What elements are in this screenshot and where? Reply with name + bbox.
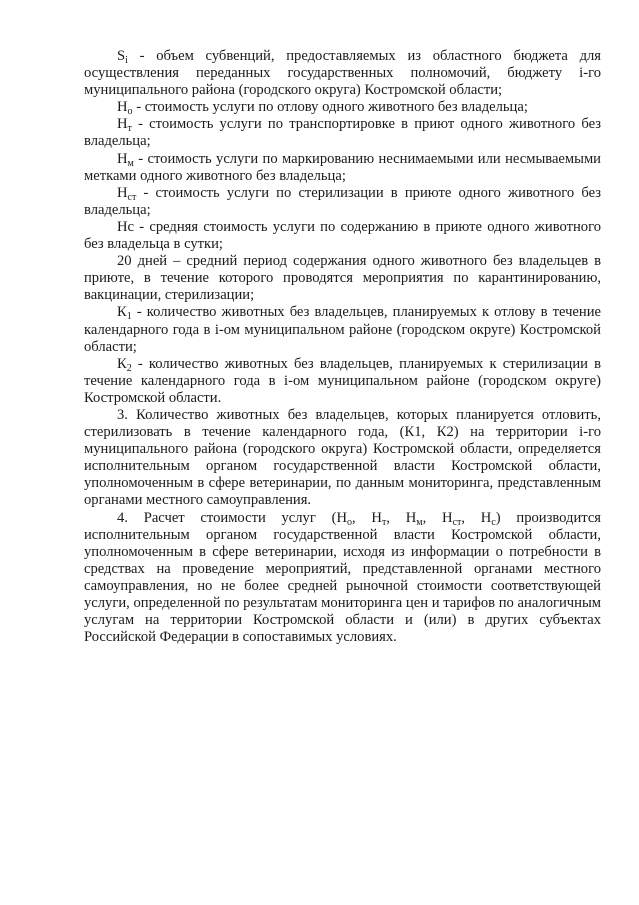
symbol: Н (117, 116, 128, 133)
symbol: К (117, 304, 127, 321)
definition-text: - стоимость услуги по маркированию неснимаемыми или несмываемыми метками одного животного без владельца; (84, 150, 601, 184)
symbol: К (117, 355, 127, 372)
definition-text: - объем субвенций, предоставляемых из областного бюджета для осуществления переданных государственных полномочий, бюджету i-го муниципального района (городского округа) Костромской области; (84, 48, 601, 99)
symbol-subscript: 2 (126, 362, 132, 374)
clause-text: ) производится исполнительным органом государственной власти Костромской области, уполномоченным в сфере ветеринарии, исходя из информации о потребности в средствах на проведение мероприятий, представленной органами местного самоуправления, но не более средней рыночной стоимости соответствующей услуги, определенной по результатам мониторинга цен и тарифов по аналогичным услугам на территории Костромской области и (или) в других субъектах Российской Федерации в сопоставимых условиях. (84, 509, 602, 646)
definition-k1 (84, 304, 601, 355)
symbol: S (117, 48, 126, 64)
symbol-subscript: ст (452, 516, 462, 528)
definition-text: 20 дней – средний период содержания одного животного без владельцев в приюте, в течение которого проводятся мероприятия по карантинированию, вакцинации, стерилизации; (84, 253, 601, 304)
clause-3 (84, 407, 601, 510)
definition-h-o (84, 99, 601, 116)
definition-k2 (84, 356, 601, 407)
clause-text: , Н (386, 509, 417, 526)
symbol-subscript: 1 (126, 311, 132, 323)
clause-text: , Н (422, 509, 453, 526)
definition-text: - стоимость услуги по транспортировке в приют одного животного без владельца; (84, 116, 601, 150)
definition-text: - количество животных без владельцев, планируемых к стерилизации в течение календарного года в i-ом муниципальном районе (городском округе) Костромской области. (84, 355, 601, 406)
symbol-subscript: с (491, 516, 496, 528)
definition-20-days (84, 253, 601, 304)
clause-text: 4. Расчет стоимости услуг (Н (117, 509, 347, 526)
clause-text: 3. Количество животных без владельцев, которых планируется отловить, стерилизовать в течение календарного года, (К1, К2) на территории i-го муниципального района (городского округа) Костромской области, определяется исполнительным органом государственной власти Костромской области, уполномоченным в сфере ветеринарии, по данным мониторинга, представленным органами местного самоуправления. (84, 406, 601, 509)
definition-h-t (84, 116, 601, 150)
definition-text: - стоимость услуги по стерилизации в приюте одного животного без владельца; (84, 184, 601, 218)
symbol-subscript: м (416, 516, 423, 528)
symbol: Н (117, 99, 128, 116)
definition-text: - количество животных без владельцев, планируемых к отлову в течение календарного года в i-ом муниципальном районе (городском округе) Костромской области; (84, 304, 601, 355)
clause-4 (84, 510, 601, 647)
symbol: Н (117, 184, 128, 201)
symbol-subscript: ст (127, 191, 137, 203)
symbol-subscript: о (127, 106, 133, 118)
symbol-subscript: м (127, 157, 134, 169)
definition-s-i (84, 48, 601, 99)
clause-text: , Н (352, 509, 382, 526)
definition-text: - стоимость услуги по отлову одного животного без владельца; (132, 99, 528, 116)
definition-h-m (84, 151, 601, 185)
definition-h-st (84, 185, 601, 219)
symbol-subscript: т (381, 516, 387, 528)
symbol-subscript: i (125, 55, 128, 66)
symbol-subscript: о (347, 516, 352, 528)
definition-text: Нс - средняя стоимость услуги по содержанию в приюте одного животного без владельца в сутки; (84, 218, 601, 253)
definition-hs (84, 219, 601, 253)
symbol-subscript: т (127, 123, 132, 135)
clause-text: , Н (461, 509, 492, 526)
symbol: Н (117, 150, 128, 167)
